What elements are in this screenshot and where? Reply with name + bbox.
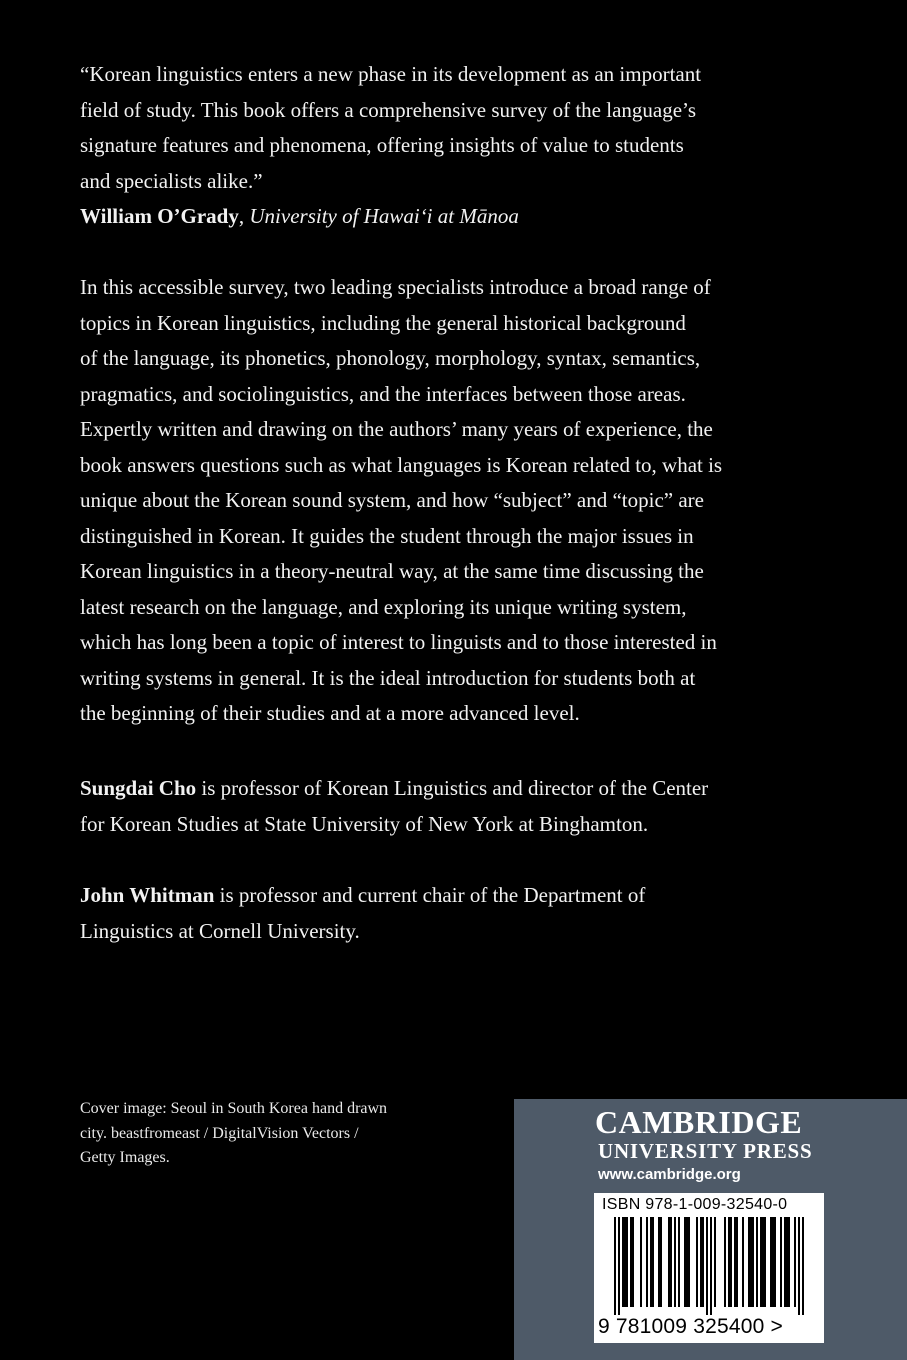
barcode-bar xyxy=(780,1217,782,1307)
barcode-bar xyxy=(688,1217,690,1307)
quote-line: field of study. This book offers a comprehensive survey of the language’s xyxy=(80,97,697,122)
barcode-bar xyxy=(764,1217,766,1307)
barcode-bar xyxy=(802,1217,804,1315)
publisher-name: CAMBRIDGE xyxy=(595,1104,803,1140)
barcode-bar xyxy=(650,1217,652,1307)
barcode-bar xyxy=(626,1217,628,1307)
credit-line: Cover image: Seoul in South Korea hand drawn xyxy=(80,1100,388,1117)
barcode-bar xyxy=(774,1217,776,1307)
barcode-bar xyxy=(658,1217,660,1307)
barcode-bar xyxy=(784,1217,786,1307)
barcode-bar xyxy=(714,1217,716,1307)
cover-image-credit xyxy=(80,1097,480,1171)
barcode-bar xyxy=(794,1217,796,1307)
barcode-bar xyxy=(660,1217,662,1307)
barcode-bar xyxy=(622,1217,624,1307)
barcode-bar xyxy=(684,1217,686,1307)
barcode-bar xyxy=(678,1217,680,1307)
description-line: latest research on the language, and exploring its unique writing system, xyxy=(80,594,687,619)
description-line: book answers questions such as what languages is Korean related to, what is xyxy=(80,452,723,477)
author-name: John Whitman xyxy=(80,883,215,907)
quote-author: William O’Grady xyxy=(80,204,239,228)
barcode-bar xyxy=(724,1217,726,1307)
barcode-bar xyxy=(760,1217,762,1307)
barcode-bar xyxy=(736,1217,738,1307)
publisher-website: www.cambridge.org xyxy=(598,1166,741,1183)
barcode-bar xyxy=(646,1217,648,1307)
quote-line: and specialists alike.” xyxy=(80,168,263,193)
quote-affiliation: University of Hawai‘i at Mānoa xyxy=(249,204,519,228)
isbn-label: ISBN 978-1-009-32540-0 xyxy=(602,1196,788,1213)
barcode-bar xyxy=(710,1217,712,1315)
description-line: topics in Korean linguistics, including the general historical background xyxy=(80,310,686,335)
quote-separator: , xyxy=(238,204,250,228)
barcode-bar xyxy=(652,1217,654,1307)
barcode-bar xyxy=(788,1217,790,1307)
description-line: which has long been a topic of interest to linguists and to those interested in xyxy=(80,630,717,654)
barcode-bar xyxy=(668,1217,670,1307)
barcode-block xyxy=(594,1193,824,1343)
ean-digits: 9 781009 325400 > xyxy=(598,1315,783,1338)
barcode-bar xyxy=(750,1217,752,1307)
barcode-bar xyxy=(702,1217,704,1307)
barcode-bar xyxy=(772,1217,774,1307)
publisher-press: UNIVERSITY PRESS xyxy=(598,1139,813,1163)
barcode-bar xyxy=(630,1217,632,1307)
bio-line: for Korean Studies at State University of New York at Binghamton. xyxy=(80,811,649,836)
author-bio-whitman xyxy=(80,878,780,949)
barcode-bar xyxy=(786,1217,788,1307)
barcode-bar xyxy=(686,1217,688,1307)
barcode-bar xyxy=(614,1217,616,1315)
barcode-bars xyxy=(602,1217,816,1315)
description-line: distinguished in Korean. It guides the student through the major issues in xyxy=(80,523,694,548)
barcode-bar xyxy=(752,1217,754,1307)
description-line: the beginning of their studies and at a more advanced level. xyxy=(80,701,580,725)
bio-text: is professor of Korean Linguistics and director of the Center xyxy=(196,776,709,800)
barcode-bar xyxy=(632,1217,634,1307)
book-description xyxy=(80,270,780,732)
barcode-bar xyxy=(742,1217,744,1307)
barcode-bar xyxy=(670,1217,672,1307)
author-bio-cho xyxy=(80,771,780,842)
author-name: Sungdai Cho xyxy=(80,776,197,800)
quote-line: “Korean linguistics enters a new phase in its development as an important xyxy=(80,62,702,86)
quote-attribution xyxy=(80,199,780,235)
barcode-bar xyxy=(696,1217,698,1307)
bio-text: is professor and current chair of the Department of xyxy=(214,883,646,907)
publisher-panel xyxy=(514,1099,907,1360)
barcode-bar xyxy=(762,1217,764,1307)
barcode-bar xyxy=(798,1217,800,1315)
barcode-bar xyxy=(706,1217,708,1315)
description-line: unique about the Korean sound system, and how “subject” and “topic” are xyxy=(80,488,704,512)
review-quote xyxy=(80,57,780,235)
bio-line xyxy=(80,878,780,914)
description-line: Korean linguistics in a theory-neutral way, at the same time discussing the xyxy=(80,559,704,583)
quote-line: signature features and phenomena, offering insights of value to students xyxy=(80,133,684,157)
barcode-bar xyxy=(618,1217,620,1315)
barcode-bar xyxy=(728,1217,730,1307)
barcode-bar xyxy=(748,1217,750,1307)
credit-line: Getty Images. xyxy=(80,1149,170,1166)
barcode-bar xyxy=(700,1217,702,1307)
description-line: of the language, its phonetics, phonology, morphology, syntax, semantics, xyxy=(80,346,701,370)
bio-line xyxy=(80,771,780,807)
description-line: Expertly written and drawing on the authors’ many years of experience, the xyxy=(80,417,713,441)
bio-line: Linguistics at Cornell University. xyxy=(80,918,360,943)
description-line: pragmatics, and sociolinguistics, and the interfaces between those areas. xyxy=(80,381,686,406)
barcode-bar xyxy=(734,1217,736,1307)
description-line: In this accessible survey, two leading specialists introduce a broad range of xyxy=(80,275,711,299)
description-line: writing systems in general. It is the ideal introduction for students both at xyxy=(80,665,696,690)
barcode-bar xyxy=(770,1217,772,1307)
credit-line: city. beastfromeast / DigitalVision Vectors / xyxy=(80,1124,359,1142)
barcode-bar xyxy=(756,1217,758,1307)
barcode-bar xyxy=(624,1217,626,1307)
barcode-bar xyxy=(730,1217,732,1307)
barcode-bar xyxy=(674,1217,676,1307)
barcode-bar xyxy=(640,1217,642,1307)
